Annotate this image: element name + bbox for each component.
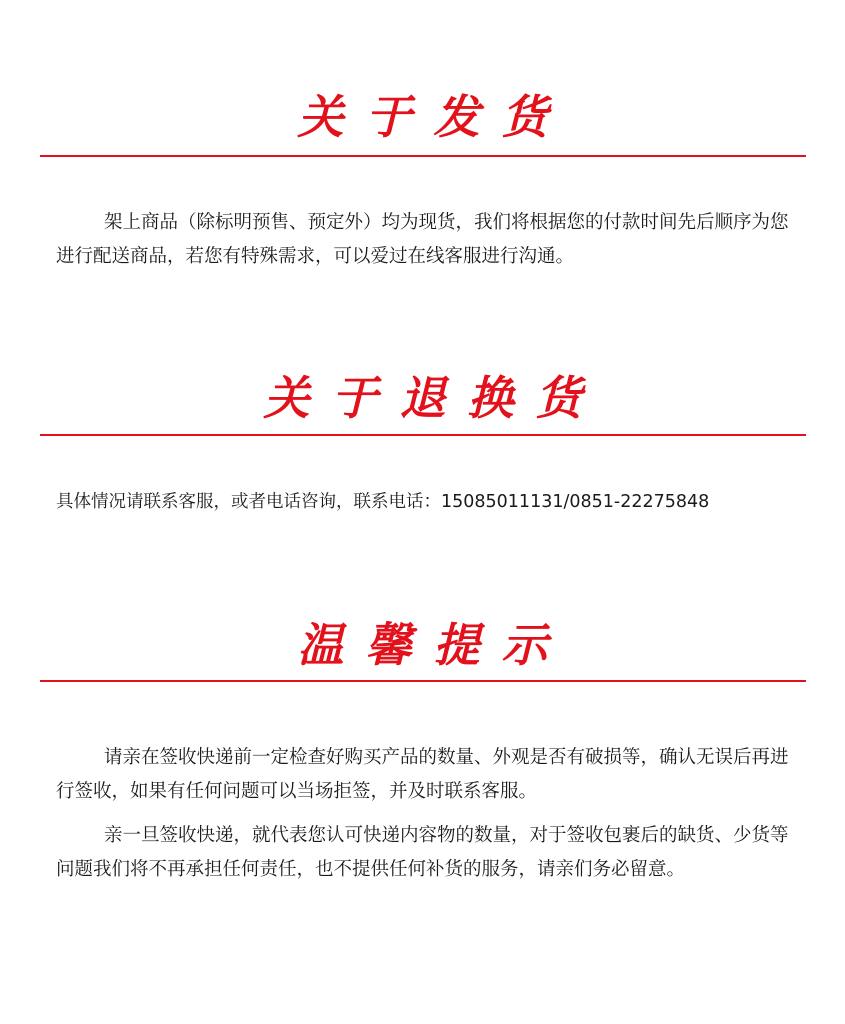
- returns-paragraph: 具体情况请联系客服，或者电话咨询，联系电话：15085011131/0851-22275848: [56, 492, 710, 512]
- shipping-paragraph: 架上商品（除标明预售、预定外）均为现货，我们将根据您的付款时间先后顺序为您进行配送商品，若您有特殊需求，可以爱过在线客服进行沟通。: [56, 212, 789, 267]
- section-divider-returns: [40, 434, 806, 436]
- section-title-returns: 关于退换货: [263, 371, 604, 425]
- section-title-tips: 温馨提示: [297, 618, 570, 672]
- section-title-shipping: 关于发货: [297, 90, 570, 144]
- section-divider-tips: [40, 680, 806, 682]
- tips-paragraph-2: 亲一旦签收快递，就代表您认可快递内容物的数量，对于签收包裹后的缺货、少货等问题我们将不再承担任何责任，也不提供任何补货的服务，请亲们务必留意。: [56, 825, 789, 880]
- tips-paragraph-1: 请亲在签收快递前一定检查好购买产品的数量、外观是否有破损等，确认无误后再进行签收，如果有任何问题可以当场拒签，并及时联系客服。: [56, 747, 789, 802]
- section-divider-shipping: [40, 155, 806, 157]
